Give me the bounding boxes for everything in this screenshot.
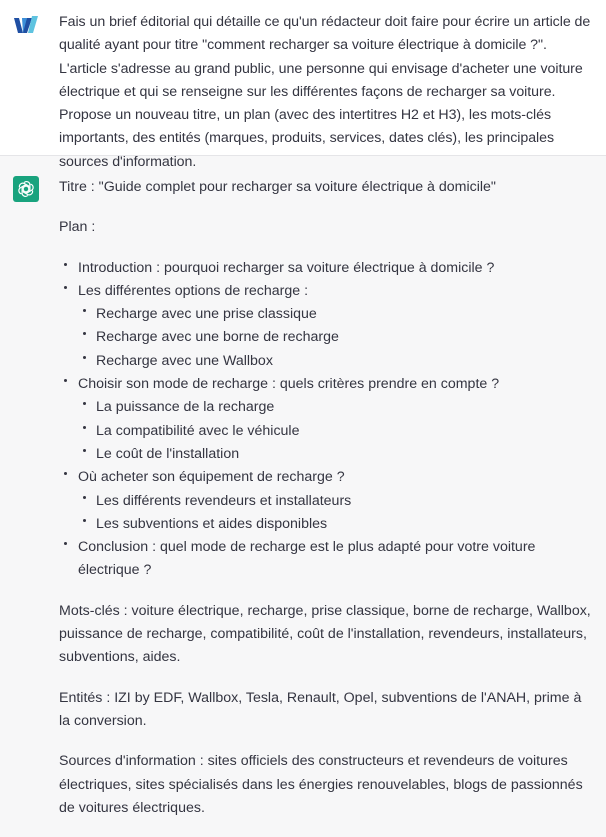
- response-title: Titre : "Guide complet pour recharger sa voiture électrique à domicile": [59, 179, 496, 195]
- assistant-message: [0, 156, 606, 837]
- user-message: [0, 0, 606, 170]
- plan-item-h3: Recharge avec une prise classique: [59, 303, 596, 326]
- plan-item-h3: La compatibilité avec le véhicule: [59, 420, 596, 443]
- plan-item-h3: Les subventions et aides disponibles: [59, 513, 596, 536]
- keywords-paragraph: Mots-clés : voiture électrique, recharge, prise classique, borne de recharge, Wallbox, puissance de recharge, compatibilité, coût de l'installation, revendeurs, installateurs, subventions, aides.: [59, 602, 591, 666]
- user-prompt-text: Fais un brief éditorial qui détaille ce qu'un rédacteur doit faire pour écrire un article de qualité ayant pour titre "comment recharger sa voiture électrique à domicile ?". L'article s'adresse au grand public, une personne qui envisage d'acheter une voiture électrique et qui se renseigne sur les différentes façons de recharger sa voiture. Propose un nouveau titre, un plan (avec des intertitres H2 et H3), les mots-clés importants, des entités (marques, produits, services, dates clés), les principales sources d'information.: [59, 14, 591, 170]
- plan-label: Plan :: [59, 219, 96, 236]
- plan-item-h3: Recharge avec une Wallbox: [59, 350, 596, 373]
- plan-item-h3: La puissance de la recharge: [59, 396, 596, 419]
- user-avatar: [13, 13, 39, 39]
- plan-item-h2: Conclusion : quel mode de recharge est le plus adapté pour votre voiture électrique ?: [59, 536, 596, 583]
- plan-item-h2: Introduction : pourquoi recharger sa voiture électrique à domicile ?: [59, 257, 596, 280]
- sources-paragraph: Sources d'information : sites officiels des constructeurs et revendeurs de voitures électriques, sites spécialisés dans les énergies renouvelables, blogs de passionnés de voitures électriques.: [59, 753, 583, 816]
- plan-item-h3: Le coût de l'installation: [59, 443, 596, 466]
- plan-list: [59, 257, 596, 583]
- assistant-avatar: [13, 176, 39, 202]
- plan-item-h2: Les différentes options de recharge :: [59, 280, 596, 303]
- plan-item-h3: Les différents revendeurs et installateurs: [59, 490, 596, 513]
- plan-item-h2: Choisir son mode de recharge : quels critères prendre en compte ?: [59, 373, 596, 396]
- entities-paragraph: Entités : IZI by EDF, Wallbox, Tesla, Renault, Opel, subventions de l'ANAH, prime à la conversion.: [59, 689, 582, 729]
- user-logo-icon: [13, 13, 39, 39]
- plan-item-h2: Où acheter son équipement de recharge ?: [59, 466, 596, 489]
- plan-item-h3: Recharge avec une borne de recharge: [59, 326, 596, 349]
- openai-logo-icon: [17, 180, 35, 198]
